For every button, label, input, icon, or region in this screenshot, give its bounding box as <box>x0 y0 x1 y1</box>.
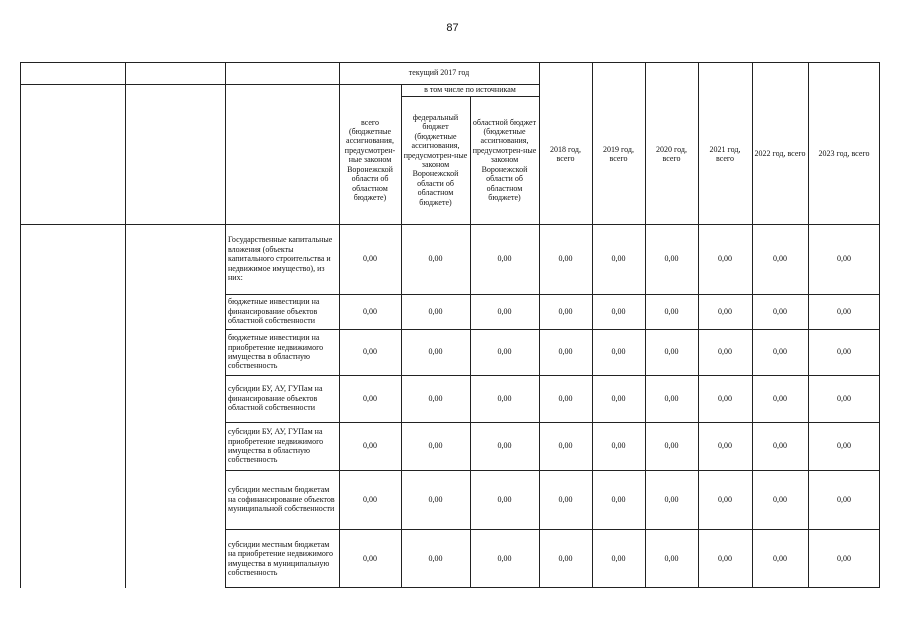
grid-line <box>225 294 880 295</box>
row-value-cell: 0,00 <box>718 494 732 504</box>
grid-line <box>339 84 539 85</box>
row-value-cell: 0,00 <box>428 553 443 563</box>
row-value-cell: 0,00 <box>363 494 377 504</box>
row-label: субсидии местным бюджетам на приобретение недвижимого имущества в муниципальную собственность <box>228 539 333 577</box>
row-value-cell: 0,00 <box>497 254 512 264</box>
row-value-cell: 0,00 <box>773 347 787 357</box>
row-value-cell: 0,00 <box>363 254 377 264</box>
row-value-cell: 0,00 <box>428 306 443 316</box>
row-value-cell: 0,00 <box>611 494 626 504</box>
grid-line <box>592 62 593 588</box>
row-value-cell: 0,00 <box>773 306 787 316</box>
header-current-year: текущий 2017 год <box>408 68 470 78</box>
row-value-cell: 0,00 <box>363 347 377 357</box>
page-number: 87 <box>446 22 459 34</box>
row-value-cell: 0,00 <box>363 393 377 403</box>
row-value-cell: 0,00 <box>837 441 851 451</box>
header-2021: 2021 год, всего <box>709 144 741 163</box>
row-value-cell: 0,00 <box>558 306 573 316</box>
row-label: бюджетные инвестиции на финансирование объектов областной собственности <box>228 297 320 326</box>
row-value-cell: 0,00 <box>664 441 679 451</box>
row-value-cell: 0,00 <box>773 393 787 403</box>
row-value-cell: 0,00 <box>664 553 679 563</box>
row-value-cell: 0,00 <box>558 553 573 563</box>
row-value-cell: 0,00 <box>664 393 679 403</box>
row-value-cell: 0,00 <box>558 347 573 357</box>
row-value-cell: 0,00 <box>497 347 512 357</box>
budget-table <box>20 62 880 588</box>
row-value-cell: 0,00 <box>837 494 851 504</box>
row-label: Государственные капитальные вложения (объекты капитального строительства и недвижимое имущество), из них: <box>228 235 333 283</box>
row-value-cell: 0,00 <box>428 393 443 403</box>
row-label: субсидии БУ, АУ, ГУПам на финансирование объектов областной собственности <box>228 384 323 413</box>
row-value-cell: 0,00 <box>428 441 443 451</box>
row-label: субсидии БУ, АУ, ГУПам на приобретение недвижимого имущества в областную собственность <box>228 427 324 465</box>
row-value-cell: 0,00 <box>773 494 787 504</box>
row-value-cell: 0,00 <box>497 441 512 451</box>
row-value-cell: 0,00 <box>664 254 679 264</box>
header-2019: 2019 год, всего <box>603 144 634 163</box>
row-label: бюджетные инвестиции на приобретение недвижимого имущества в областную собственность <box>228 333 324 371</box>
row-value-cell: 0,00 <box>773 254 787 264</box>
row-value-cell: 0,00 <box>497 306 512 316</box>
row-value-cell: 0,00 <box>773 441 787 451</box>
grid-line <box>470 96 471 588</box>
row-value-cell: 0,00 <box>611 254 626 264</box>
grid-line <box>20 84 340 85</box>
grid-line <box>401 96 539 97</box>
grid-line <box>225 587 880 588</box>
grid-line <box>698 62 699 588</box>
row-value-cell: 0,00 <box>497 553 512 563</box>
grid-line <box>225 422 880 423</box>
row-value-cell: 0,00 <box>611 553 626 563</box>
header-2020: 2020 год, всего <box>656 144 687 163</box>
row-value-cell: 0,00 <box>664 306 679 316</box>
header-sources-caption: в том числе по источникам <box>424 85 516 95</box>
grid-line <box>225 470 880 471</box>
grid-line <box>225 529 880 530</box>
grid-line <box>20 62 880 63</box>
grid-line <box>539 62 540 588</box>
row-value-cell: 0,00 <box>558 441 573 451</box>
header-regional: областной бюджет (бюджетные ассигнования, предусмотрен-ные законом Воронежской области об областном бюджете) <box>472 117 537 203</box>
row-value-cell: 0,00 <box>837 254 851 264</box>
grid-line <box>225 62 226 588</box>
grid-line <box>20 224 880 225</box>
row-value-cell: 0,00 <box>558 393 573 403</box>
row-value-cell: 0,00 <box>837 347 851 357</box>
row-value-cell: 0,00 <box>837 553 851 563</box>
row-value-cell: 0,00 <box>497 393 512 403</box>
row-value-cell: 0,00 <box>428 494 443 504</box>
row-value-cell: 0,00 <box>718 553 732 563</box>
row-value-cell: 0,00 <box>363 441 377 451</box>
row-value-cell: 0,00 <box>664 347 679 357</box>
grid-line <box>401 84 402 588</box>
row-value-cell: 0,00 <box>611 393 626 403</box>
header-federal: федеральный бюджет (бюджетные ассигнования, предусмотрен-ные законом Воронежской области об областном бюджете) <box>403 112 468 207</box>
grid-line <box>752 62 753 588</box>
row-value-cell: 0,00 <box>363 306 377 316</box>
grid-line <box>20 62 21 588</box>
row-value-cell: 0,00 <box>718 254 732 264</box>
row-value-cell: 0,00 <box>718 306 732 316</box>
row-value-cell: 0,00 <box>664 494 679 504</box>
row-value-cell: 0,00 <box>718 441 732 451</box>
row-value-cell: 0,00 <box>773 553 787 563</box>
grid-line <box>125 62 126 588</box>
row-value-cell: 0,00 <box>558 254 573 264</box>
row-value-cell: 0,00 <box>611 441 626 451</box>
row-label: субсидии местным бюджетам на софинансирование объектов муниципальной собственности <box>228 485 335 514</box>
row-value-cell: 0,00 <box>428 254 443 264</box>
grid-line <box>808 62 809 588</box>
grid-line <box>879 62 880 588</box>
grid-line <box>225 329 880 330</box>
grid-line <box>225 375 880 376</box>
header-2018: 2018 год, всего <box>550 144 581 163</box>
row-value-cell: 0,00 <box>428 347 443 357</box>
row-value-cell: 0,00 <box>837 306 851 316</box>
row-value-cell: 0,00 <box>837 393 851 403</box>
header-2022: 2022 год, всего <box>754 149 806 159</box>
row-value-cell: 0,00 <box>718 347 732 357</box>
grid-line <box>339 62 340 588</box>
row-value-cell: 0,00 <box>718 393 732 403</box>
header-total: всего (бюджетные ассигнования, предусмотрен-ные законом Воронежской области об областном бюджете) <box>344 117 396 203</box>
row-value-cell: 0,00 <box>558 494 573 504</box>
grid-line <box>645 62 646 588</box>
row-value-cell: 0,00 <box>611 347 626 357</box>
header-2023: 2023 год, всего <box>818 149 870 159</box>
row-value-cell: 0,00 <box>497 494 512 504</box>
row-value-cell: 0,00 <box>611 306 626 316</box>
row-value-cell: 0,00 <box>363 553 377 563</box>
